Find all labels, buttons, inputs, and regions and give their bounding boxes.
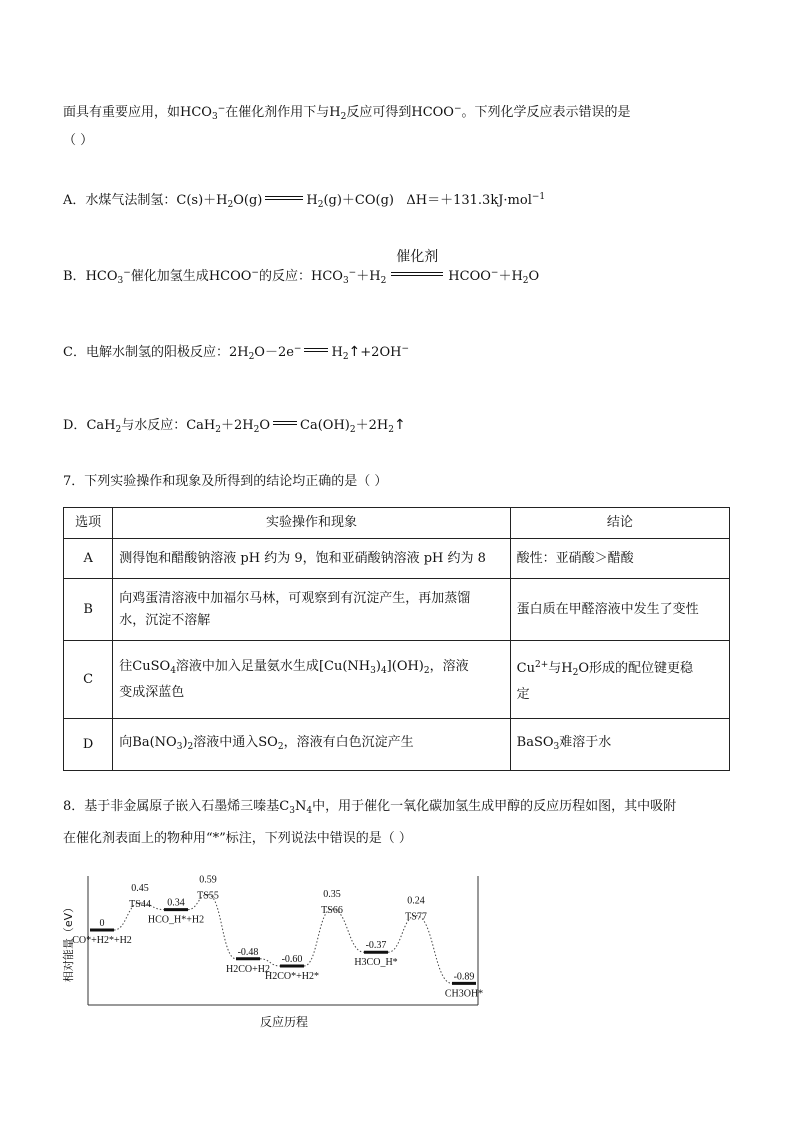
table-header: 选项 实验操作和现象 结论 [64, 508, 730, 539]
table-row: C 往CuSO$_4$溶液中加入足量氨水生成$[Cu(NH_3)_4](OH)_2$，溶液 变成深蓝色 $Cu^{2+}$与$H_2O$形成的配位键更稳 定 [64, 641, 730, 719]
ts-label: TS77 [405, 911, 427, 923]
energy-path-segment [416, 916, 452, 984]
ts-value-label: 0.35 [323, 889, 341, 900]
species-label: HCO_H*+H2 [147, 914, 205, 926]
catalyst-arrow [388, 249, 446, 287]
catalyst-label: 催化剂 [396, 249, 439, 265]
energy-value-label: 0 [99, 918, 105, 929]
ts-value-label: 0.24 [407, 895, 425, 907]
ts-value-label: 0.45 [131, 883, 149, 894]
energy-path-segment [304, 909, 332, 966]
species-label: CO*+H2*+H2 [72, 935, 132, 946]
intro-line: 面具有重要应用，如$HCO_3^-$在催化剂作用下与$H_2$反应可得到HCOO−。下列化学反应表示错误的是 [63, 104, 631, 122]
option-d: D．CaH$_2$与水反应：$CaH_2+2H_2O$ $Ca(OH)_2+2H_2↑$ [63, 417, 406, 435]
table-row: B 向鸡蛋清溶液中加福尔马林，可观察到有沉淀产生，再加蒸馏 水，沉淀不溶解 蛋白质在甲醛溶液中发生了变性 [64, 579, 730, 641]
up-arrow-icon: ↑ [348, 344, 361, 360]
species-label: H3CO_H* [354, 957, 398, 969]
energy-value-label: -0.37 [365, 940, 387, 952]
q8-stem-line1: 8．基于非金属原子嵌入石墨烯三嗪基$C_3N_4$中，用于催化一氧化碳加氢生成甲醇的反应历程如图，其中吸附 [63, 799, 677, 816]
energy-value-label: -0.89 [453, 971, 475, 983]
energy-path-segment [208, 895, 236, 959]
option-a: A．水煤气法制氢：$C(s)+H_2O(g)$ $H_2(g)+CO(g)$ ΔH＝＋131.3kJ·mol$^{-1}$ [63, 192, 546, 210]
q8-stem-line2: 在催化剂表面上的物种用“*”标注，下列说法中错误的是（ ） [63, 831, 412, 846]
energy-value-label: -0.60 [281, 954, 303, 965]
species-label: H2CO*+H2* [265, 971, 319, 982]
ts-label: TS44 [129, 899, 151, 910]
chart-marks [72, 875, 483, 1000]
y-axis-label: 相对能量（eV） [62, 901, 75, 983]
energy-profile-chart [60, 870, 490, 1040]
answer-paren: （ ） [63, 133, 94, 148]
table-row: D 向$Ba(NO_3)_2$溶液中通入$SO_2$，溶液有白色沉淀产生 BaSO$_3$难溶于水 [64, 719, 730, 771]
q7-table [63, 507, 730, 771]
ts-label: TS55 [197, 890, 219, 902]
ts-label: TS66 [321, 905, 343, 916]
table-row: A 测得饱和醋酸钠溶液 pH 约为 9，饱和亚硝酸钠溶液 pH 约为 8 酸性：亚硝酸＞醋酸 [64, 539, 730, 579]
option-c: C．电解水制氢的阳极反应：$2H_2O-2e^-$ $H_2↑+2OH^-$ [63, 344, 409, 362]
up-arrow-icon: ↑ [393, 417, 406, 433]
ts-value-label: 0.59 [199, 874, 217, 886]
option-b: B．$HCO_3^-$催化加氢生成HCOO−的反应：$HCO_3^-+H_2$ 催化剂 $HCOO^-+H_2O$ [63, 249, 540, 286]
x-axis-label: 反应历程 [259, 1015, 309, 1029]
q7-stem: 7．下列实验操作和现象及所得到的结论均正确的是（ ） [63, 474, 388, 489]
species-label: CH3OH* [444, 988, 484, 1000]
h2-formula: $H_2$ [329, 105, 347, 122]
bicarbonate-formula: $HCO_3^-$ [180, 104, 226, 122]
energy-value-label: -0.48 [237, 946, 259, 958]
formate-formula: HCOO− [411, 104, 462, 120]
species-label: H2CO+H2 [226, 963, 270, 975]
intro-text: 面具有重要应用，如 [63, 105, 181, 120]
energy-value-label: 0.34 [167, 897, 185, 909]
